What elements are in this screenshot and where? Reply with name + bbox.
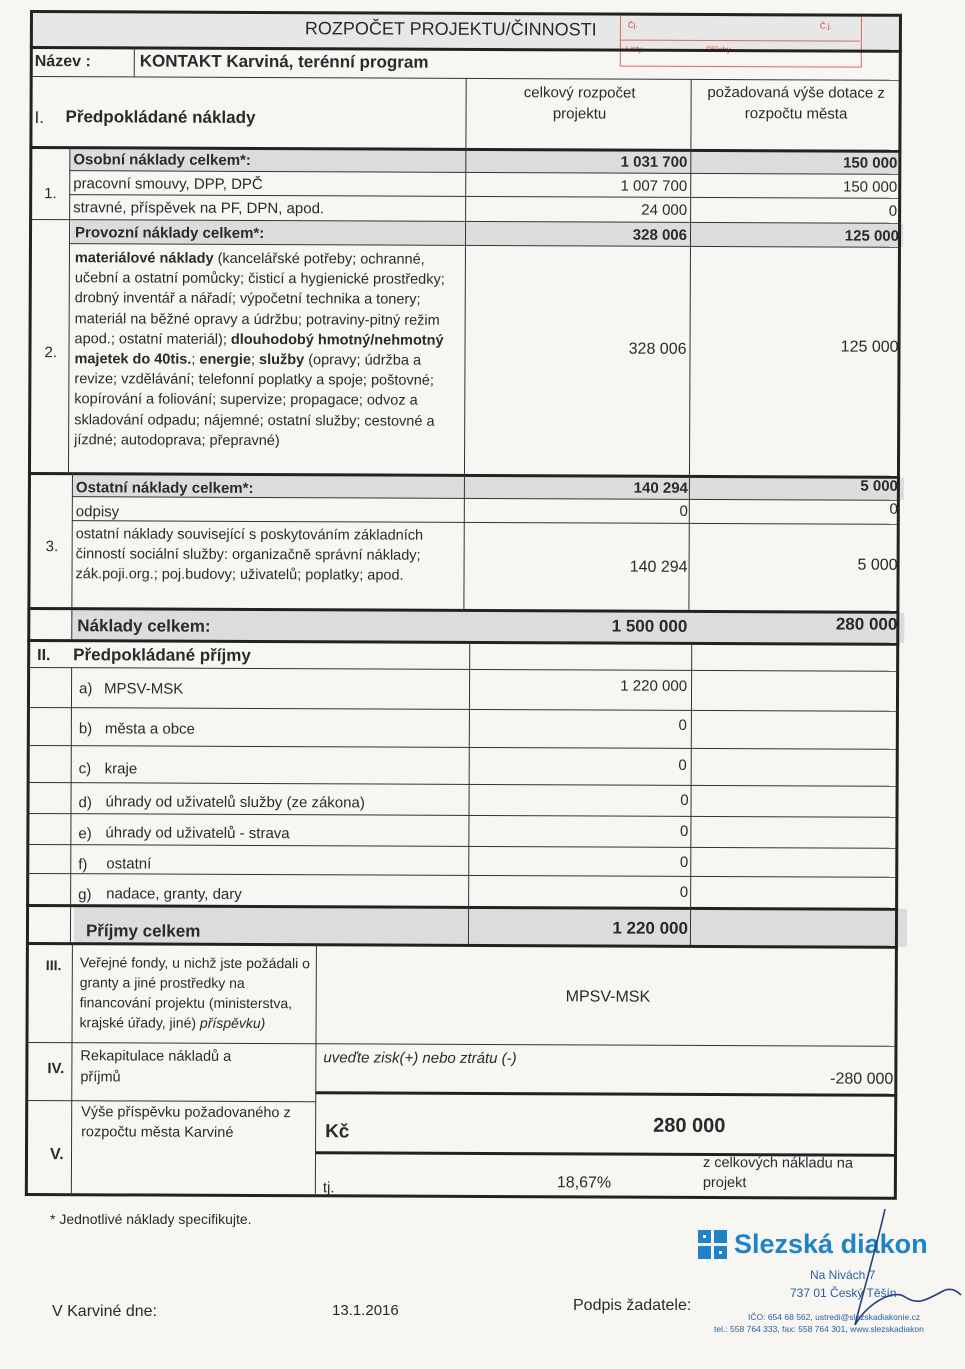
income-row-d-label: úhrady od uživatelů služby (ze zákona) [105,793,365,812]
g3-odpisy-b: 0 [889,500,898,518]
section3-value: MPSV-MSK [565,988,651,1006]
income-row-f-label: ostatní [106,855,152,873]
income-row-e-label: úhrady od uživatelů - strava [105,824,290,843]
section4-hint: uveďte zisk(+) nebo ztrátu (-) [323,1049,517,1068]
diakonie-logo-icon [696,1228,730,1262]
section4-value: -280 000 [830,1070,894,1088]
g2-value-a: 328 006 [628,340,687,358]
g1-row2-label: stravné, příspěvek na PF, DPN, apod. [73,199,325,218]
section5-value: 280 000 [653,1114,726,1138]
income-section-title: Předpokládané příjmy [73,645,251,665]
income-row-g-label: nadace, granty, dary [106,885,242,903]
rule [134,46,135,76]
g3-odpisy-a: 0 [679,502,688,520]
signature-label: Podpis žadatele: [573,1297,692,1314]
section5-currency: Kč [325,1121,350,1143]
income-row-b-label: města a obce [104,720,195,738]
income-row-g-letter: g) [78,886,92,904]
g3-total-label: Ostatní náklady celkem*: [75,479,254,497]
handwritten-signature [825,1205,965,1345]
section5-percent: 18,67% [556,1174,612,1192]
g3-other-b: 5 000 [857,556,898,574]
g2-desc-assets: dlouhodobý hmotný/nehmotný majetek do 40tis. [74,331,444,368]
income-row-f-value: 0 [679,853,689,871]
g1-row2-a: 24 000 [641,201,688,219]
date-value: 13.1.2016 [332,1302,399,1319]
g2-desc-energy: energie [199,351,252,368]
grand-total-label: Náklady celkem: [77,616,211,636]
grand-total-b: 280 000 [835,614,898,634]
g2-number: 2. [44,344,58,362]
g3-number: 3. [45,538,59,556]
column-requested-header: požadovaná výše dotace z rozpočtu města [707,83,885,123]
section5-label: Výše příspěvku požadovaného z rozpočtu města Karviné [81,1104,291,1141]
column-total-header: celkový rozpočet projektu [523,84,636,123]
section3-label [80,952,312,1033]
g2-total-b: 125 000 [844,227,900,245]
g2-value-b: 125 000 [840,338,899,356]
g1-total-label: Osobní náklady celkem*: [73,151,251,169]
place-label: V Karviné dne: [52,1303,157,1320]
g2-total-a: 328 006 [632,226,688,244]
section4-label: Rekapitulace nákladů a příjmů [80,1048,232,1086]
g1-number: 1. [44,185,57,203]
costs-section-number: I. [34,108,45,128]
footnote: * Jednotlivé náklady specifikujte. [50,1211,252,1227]
section4-number: IV. [47,1060,65,1078]
stamp-label-c1: Čj. [627,20,638,30]
organization-contact: tel.: 558 764 333, fax: 558 764 301, www.slezskadiakon [714,1324,924,1334]
budget-form [25,10,914,1200]
organization-ico: IČO: 654 68 562, ustredi@slezskadiakonie.cz [748,1312,921,1322]
g2-total-label: Provozní náklady celkem*: [74,224,265,243]
g2-desc-material: materiálové náklady [74,250,214,267]
income-row-a-label: MPSV-MSK [104,680,184,698]
income-row-a-letter: a) [79,680,93,698]
income-row-f-letter: f) [78,856,88,874]
income-row-b-value: 0 [678,716,687,734]
g2-desc-services: služby [259,352,305,369]
g1-row2-b: 0 [888,202,898,220]
income-row-c-letter: c) [78,760,92,778]
g2-desc-text1: (kancelářské potřeby; ochranné, učební a ostatní pomůcky; čisticí a hygienické prostředky; drobný inventář a nářadí; výpočetní technika a tonery; materiál na běžné opravy a údržbu; potraviny-pitný režim apod.; ostatní materiál); [74,250,445,348]
costs-section-title: Předpokládané náklady [65,107,256,127]
income-row-e-value: 0 [680,822,689,840]
section3-number: III. [45,957,62,974]
g3-total-a: 140 294 [633,479,688,497]
income-section-number: II. [37,647,51,665]
section5-tj: tj. [322,1179,335,1197]
income-row-g-value: 0 [679,883,689,901]
income-total-value: 1 220 000 [612,918,689,938]
section3-label-italic: příspěvku) [199,1014,266,1032]
g3-other-label: ostatní náklady související s poskytováním základních činností sociální služby: organizačně správní náklady; zák.poji.org.; poj.budovy; uživatelů; poplatky; apod. [75,526,424,585]
project-name: KONTAKT Karviná, terénní program [139,51,429,72]
organization-address-1: Na Nivách 7 [810,1268,876,1282]
g1-row1-label: pracovní smouvy, DPP, DPČ [73,175,263,194]
g1-total-a: 1 031 700 [620,153,688,171]
g3-odpisy-label: odpisy [75,503,120,521]
g2-desc-text4: (opravy; údržba a revize; vzdělávání; telefonní poplatky a spoje; poštovné; kopírování a foliování; supervize; propagace; odvoz a skladování odpadu; nájemné; ostatní služby; cestovné a jízdné; autodoprava; přepravné) [74,352,435,449]
g3-total-b: 5 000 [860,477,898,495]
income-row-d-letter: d) [78,794,92,812]
g2-description [74,248,463,452]
income-row-e-letter: e) [78,825,92,843]
income-total-label: Příjmy celkem [85,921,201,941]
section3-label-text: Veřejné fondy, u nichž jste požádali o granty a jiné prostředky na financování projektu (ministerstva, krajské úřady, jiné) [79,954,311,1031]
income-row-c-label: kraje [104,760,138,778]
stamp-label-prilohy: Přílohy [705,44,731,55]
section5-number: V. [49,1146,64,1164]
income-row-d-value: 0 [680,791,689,809]
g1-row1-a: 1 007 700 [620,177,688,195]
income-row-a-value: 1 220 000 [620,677,688,695]
g2-desc-text3: ; [250,351,260,369]
organization-address-2: 737 01 Český Těšín [790,1286,897,1300]
stamp-label-listy: Listy [625,44,643,54]
g3-other-a: 140 294 [629,558,688,576]
stamp-label-c2: Č.j. [819,21,832,31]
organization-name: Slezská diakon [734,1229,928,1259]
g1-row1-b: 150 000 [842,178,898,196]
name-label: Název : [34,53,91,71]
document-title: ROZPOČET PROJEKTU/ČINNOSTI [304,18,597,40]
g2-desc-text2: ; [191,351,200,368]
g1-total-b: 150 000 [843,154,898,172]
income-row-c-value: 0 [678,756,687,774]
grand-total-a: 1 500 000 [611,616,688,636]
section5-note: z celkových nákladu na projekt [702,1154,853,1192]
income-row-b-letter: b) [78,720,93,738]
